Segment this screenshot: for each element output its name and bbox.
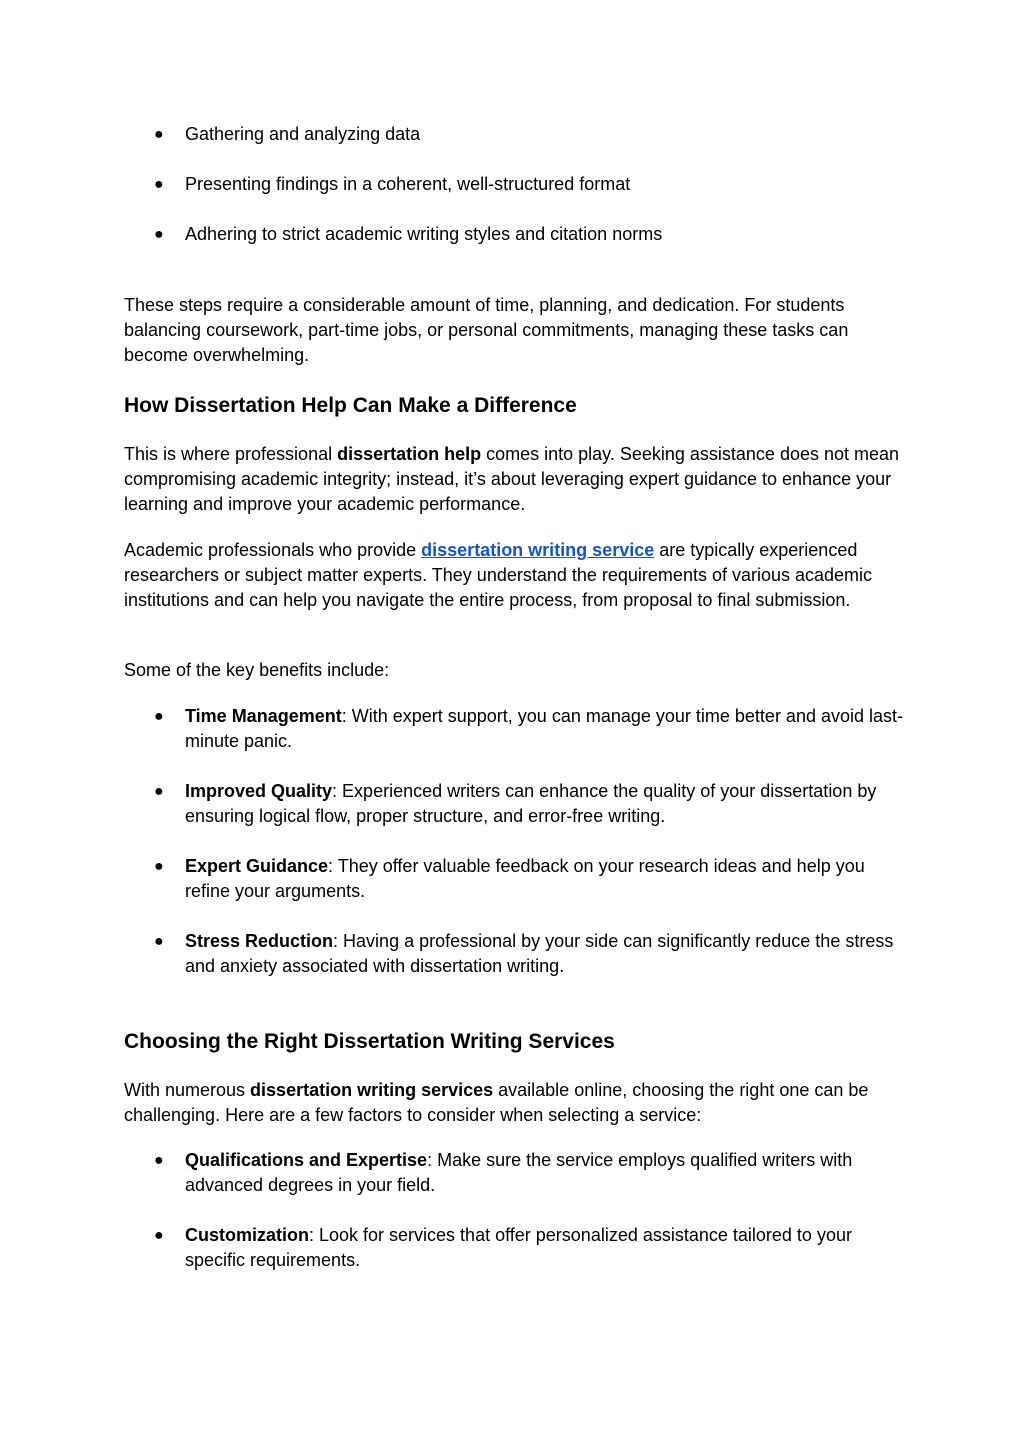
paragraph-text: comes into play. Seeking assistance does not mean compromising academic integrity; instead, it’s about leveraging expert guidance to enhance your learning and improve your academic performance. bbox=[124, 444, 900, 514]
paragraph-text: Academic professionals who provide bbox=[124, 540, 422, 560]
section-heading: Choosing the Right Dissertation Writing Services bbox=[124, 1030, 615, 1053]
bullet-icon: ● bbox=[154, 226, 164, 243]
bullet-icon: ● bbox=[154, 1227, 164, 1244]
paragraph bbox=[124, 442, 904, 517]
bullet-icon: ● bbox=[154, 126, 164, 143]
list-item bbox=[154, 929, 905, 979]
paragraph-text: With numerous bbox=[124, 1080, 251, 1100]
list-item-title: Improved Quality bbox=[185, 781, 333, 801]
paragraph-text: This is where professional bbox=[124, 444, 338, 464]
list-item-text: Adhering to strict academic writing styles and citation norms bbox=[185, 224, 663, 244]
list-item bbox=[154, 1148, 905, 1198]
bullet-icon: ● bbox=[154, 1152, 164, 1169]
dissertation-writing-service-link[interactable]: dissertation writing service bbox=[421, 540, 655, 560]
list-item bbox=[154, 704, 905, 754]
list-item-text: : Make sure the service employs qualified writers with advanced degrees in your field. bbox=[185, 1150, 853, 1195]
bold-term: dissertation help bbox=[337, 444, 482, 464]
bullet-icon: ● bbox=[154, 783, 164, 800]
list-item bbox=[154, 779, 905, 829]
intro-paragraph: These steps require a considerable amount of time, planning, and dedication. For students balancing coursework, part-time jobs, or personal commitments, managing these tasks can become overwhelming. bbox=[124, 295, 849, 365]
list-item-text: : Having a professional by your side can significantly reduce the stress and anxiety associated with dissertation writing. bbox=[185, 931, 894, 976]
list-item-title: Stress Reduction bbox=[185, 931, 334, 951]
list-item-text: Gathering and analyzing data bbox=[185, 124, 421, 144]
list-item-text: Presenting findings in a coherent, well-structured format bbox=[185, 174, 631, 194]
list-item-title: Expert Guidance bbox=[185, 856, 329, 876]
list-item-text: : Experienced writers can enhance the quality of your dissertation by ensuring logical flow, proper structure, and error-free writing. bbox=[185, 781, 877, 826]
list-item-text: : They offer valuable feedback on your research ideas and help you refine your arguments. bbox=[185, 856, 865, 901]
bullet-icon: ● bbox=[154, 176, 164, 193]
list-item bbox=[154, 122, 905, 147]
list-item bbox=[154, 222, 905, 247]
bullet-icon: ● bbox=[154, 933, 164, 950]
list-item bbox=[154, 1223, 905, 1273]
bullet-icon: ● bbox=[154, 858, 164, 875]
list-item-title: Time Management bbox=[185, 706, 342, 726]
paragraph: Some of the key benefits include: bbox=[124, 660, 390, 680]
paragraph bbox=[124, 1078, 904, 1128]
list-item-title: Qualifications and Expertise bbox=[185, 1150, 428, 1170]
bold-term: dissertation writing services bbox=[250, 1080, 494, 1100]
section-heading: How Dissertation Help Can Make a Difference bbox=[124, 394, 577, 417]
paragraph-text: available online, choosing the right one can be challenging. Here are a few factors to consider when selecting a service: bbox=[124, 1080, 869, 1125]
paragraph-text: are typically experienced researchers or subject matter experts. They understand the requirements of various academic institutions and can help you navigate the entire process, from proposal to final submission. bbox=[124, 540, 873, 610]
bullet-icon: ● bbox=[154, 708, 164, 725]
list-item bbox=[154, 854, 905, 904]
list-item-text: : With expert support, you can manage your time better and avoid last-minute panic. bbox=[185, 706, 904, 751]
list-item-text: : Look for services that offer personalized assistance tailored to your specific requirements. bbox=[185, 1225, 852, 1270]
paragraph bbox=[124, 538, 904, 613]
list-item bbox=[154, 172, 905, 197]
list-item-title: Customization bbox=[185, 1225, 309, 1245]
